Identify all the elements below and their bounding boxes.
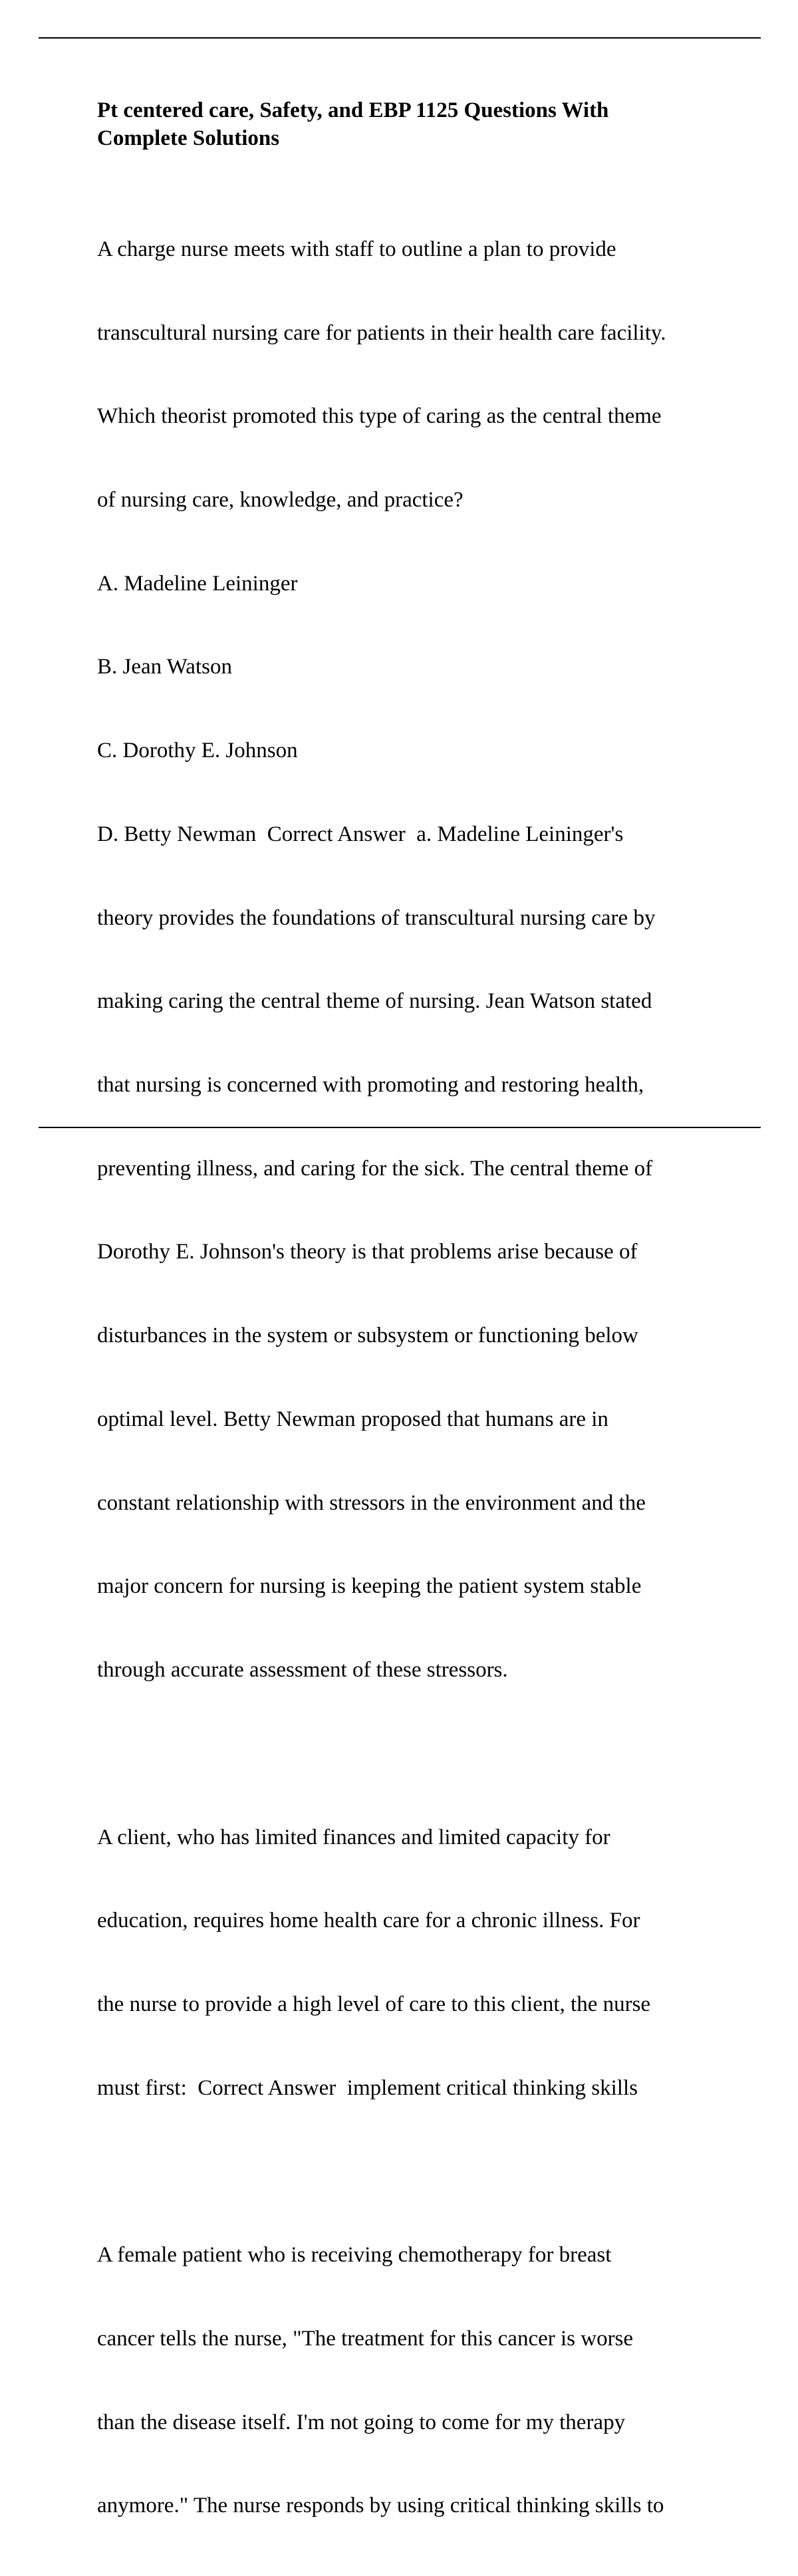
question-line: education, requires home health care for a chronic illness. For [97, 1909, 640, 1933]
question-line: anymore." The nurse responds by using critical thinking skills to [97, 2494, 664, 2518]
question-2 [97, 1768, 735, 2159]
title-line: Complete Solutions [97, 126, 280, 150]
answer-line: through accurate assessment of these stressors. [97, 1658, 508, 1683]
option-a: A. Madeline Leininger [97, 571, 298, 596]
question-line: cancer tells the nurse, "The treatment for this cancer is worse [97, 2326, 634, 2351]
top-divider [39, 37, 761, 39]
answer-line: preventing illness, and caring for the sick. The central theme of [97, 1156, 653, 1181]
bottom-divider [39, 1127, 761, 1128]
question-line: transcultural nursing care for patients in their health care facility. [97, 320, 666, 345]
question-1 [97, 180, 735, 1740]
question-line: A client, who has limited finances and limited capacity for [97, 1825, 610, 1849]
answer-line: optimal level. Betty Newman proposed that humans are in [97, 1407, 608, 1431]
question-3 [97, 2186, 735, 2576]
question-answer-line: must first: Correct Answer implement critical thinking skills [97, 2075, 638, 2100]
option-b: B. Jean Watson [97, 655, 232, 679]
answer-line: making caring the central theme of nursing. Jean Watson stated [97, 989, 652, 1014]
answer-line: that nursing is concerned with promoting and restoring health, [97, 1073, 644, 1097]
title-line: Pt centered care, Safety, and EBP 1125 Questions With [97, 98, 609, 122]
answer-line: Dorothy E. Johnson's theory is that problems arise because of [97, 1240, 638, 1264]
answer-line: constant relationship with stressors in the environment and the [97, 1490, 646, 1515]
question-line: A female patient who is receiving chemotherapy for breast [97, 2243, 612, 2268]
option-d-answer: D. Betty Newman Correct Answer a. Madeline Leininger's [97, 822, 624, 846]
question-line: than the disease itself. I'm not going to come for my therapy [97, 2410, 626, 2434]
question-line: of nursing care, knowledge, and practice? [97, 487, 464, 512]
answer-line: disturbances in the system or subsystem or functioning below [97, 1324, 638, 1348]
question-line: A charge nurse meets with staff to outline a plan to provide [97, 237, 616, 261]
answer-line: major concern for nursing is keeping the patient system stable [97, 1574, 642, 1599]
document-title [97, 96, 735, 152]
document-body [97, 96, 735, 2576]
answer-line: theory provides the foundations of transcultural nursing care by [97, 905, 656, 930]
question-line: the nurse to provide a high level of care to this client, the nurse [97, 1992, 651, 2016]
option-c: C. Dorothy E. Johnson [97, 739, 298, 763]
question-line: Which theorist promoted this type of caring as the central theme [97, 404, 662, 429]
